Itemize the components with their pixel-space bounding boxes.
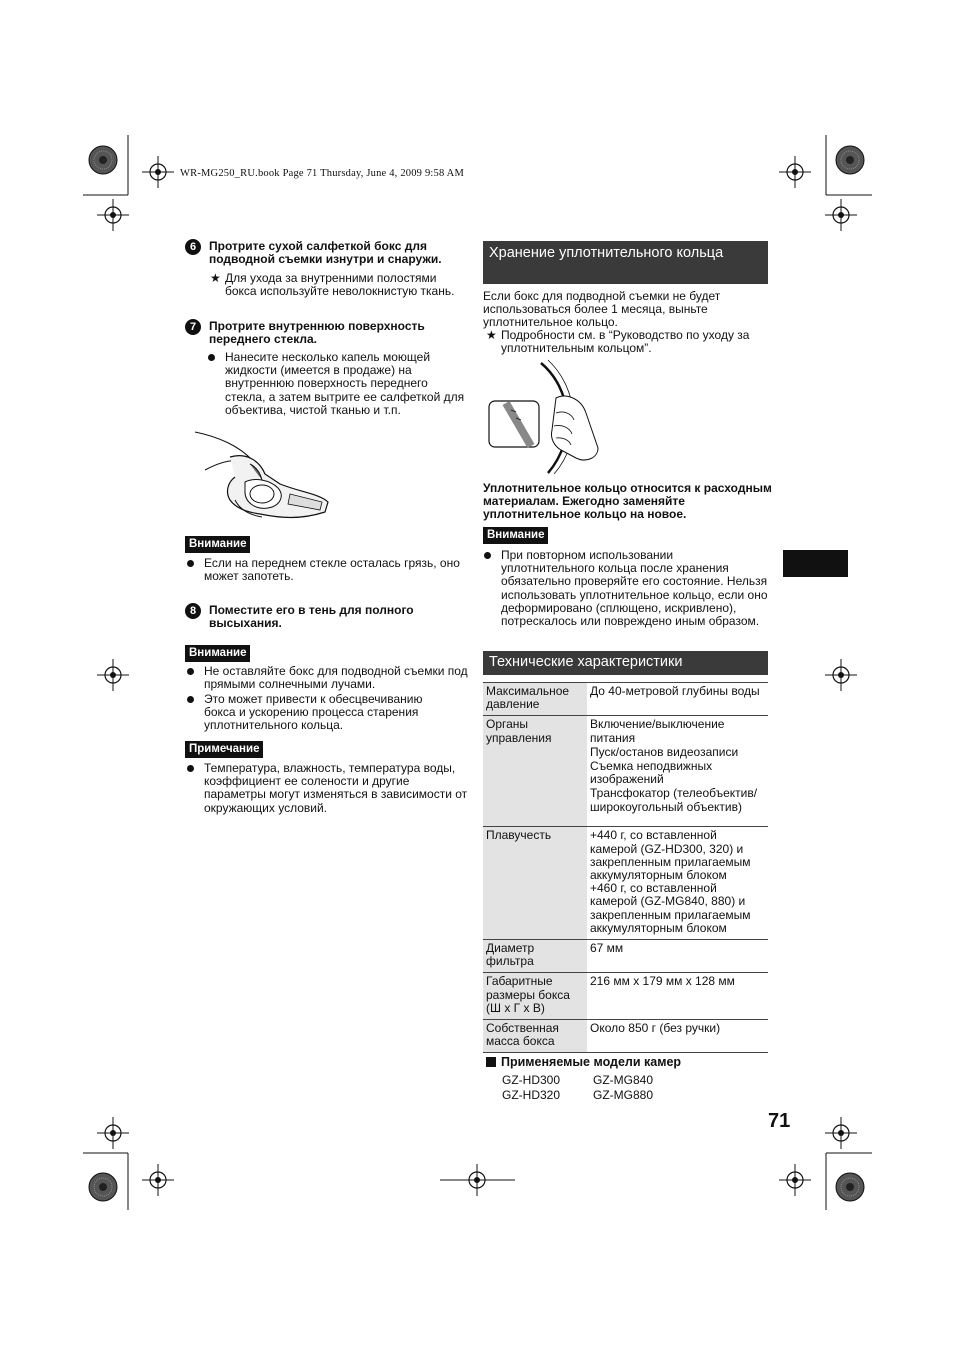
square-bullet-icon: [486, 1057, 496, 1067]
spec-key: Плавучесть: [483, 827, 587, 940]
table-row: [483, 827, 768, 940]
model-item: GZ-HD320: [502, 1088, 561, 1102]
spec-value: 67 мм: [587, 940, 768, 973]
caution-right-bullet: [501, 549, 769, 628]
step-8-text: Поместите его в тень для полного высыхания.: [209, 603, 414, 631]
models-heading: [486, 1055, 681, 1069]
spec-value: +440 г, со вставленной камерой (GZ-HD300, 320) и закрепленным прилагаемым аккумуляторным блоком +460 г, со вставленной камерой (GZ-MG840, 880) и закрепленным прилагаемым аккумуляторным блоком: [587, 827, 768, 940]
step-7: [189, 319, 459, 347]
model-item: GZ-MG880: [593, 1088, 654, 1102]
page-number: 71: [768, 1110, 791, 1132]
bullet-icon: [187, 696, 194, 703]
print-header: WR-MG250_RU.book Page 71 Thursday, June 4, 2009 9:58 AM: [180, 168, 464, 179]
models-col-1: [502, 1073, 560, 1103]
note-bullet: [204, 762, 469, 815]
spec-key: Габаритные размеры бокса (Ш х Г х В): [483, 973, 587, 1020]
step-8: [189, 603, 449, 631]
spec-key: Органы управления: [483, 716, 587, 827]
step-number-6: 6: [185, 239, 201, 255]
star-icon: ★: [210, 271, 221, 285]
caution-2-bullet-1: [204, 665, 469, 691]
step-7-text: Протрите внутреннюю поверхность переднего стекла.: [209, 319, 425, 347]
table-row: [483, 940, 768, 973]
step-6-text: Протрите сухой салфеткой бокс для подводной съемки изнутри и снаружи.: [209, 239, 442, 267]
caution-2-text-1: Не оставляйте бокс для подводной съемки под прямыми солнечными лучами.: [204, 664, 468, 692]
note-text: Температура, влажность, температура воды, коэффициент ее солености и другие параметры могут изменяться в зависимости от окружающих условий.: [204, 761, 468, 815]
spec-value: 216 мм х 179 мм х 128 мм: [587, 973, 768, 1020]
spec-value: До 40-метровой глубины воды: [587, 683, 768, 716]
storage-reference: [486, 328, 766, 356]
spec-value: Включение/выключение питания Пуск/останов видеозаписи Съемка неподвижных изображений Трансфокатор (телеобъектив/ широкоугольный объектив): [587, 716, 768, 827]
caution-label-1: Внимание: [185, 536, 250, 553]
model-item: GZ-HD300: [502, 1073, 561, 1087]
step-6: [189, 239, 469, 267]
table-row: [483, 1020, 768, 1053]
models-heading-text: Применяемые модели камер: [501, 1055, 682, 1069]
bullet-icon: [187, 668, 194, 675]
spec-key: Диаметр фильтра: [483, 940, 587, 973]
storage-intro: Если бокс для подводной съемки не будет использоваться более 1 месяца, выньте уплотнительное кольцо.: [483, 289, 721, 330]
spec-key: Максимальное давление: [483, 683, 587, 716]
caution-1-bullet: [204, 557, 464, 583]
bullet-icon: [208, 354, 215, 361]
specs-table: [483, 682, 768, 1053]
storage-reference-text: Подробности см. в “Руководство по уходу за уплотнительным кольцом”.: [501, 328, 750, 356]
step-7-bullet-text: Нанесите несколько капель моющей жидкости (имеется в продаже) на внутреннюю поверхность переднего стекла, а затем вытрите ее салфеткой для объектива, чистой тканью и т.п.: [225, 350, 465, 417]
caution-label-right: Внимание: [483, 527, 548, 544]
step-number-8: 8: [185, 603, 201, 619]
bullet-icon: [187, 765, 194, 772]
bullet-icon: [484, 552, 491, 559]
specs-section-title: Технические характеристики: [483, 651, 768, 675]
step-7-bullet: [225, 351, 470, 417]
step-6-note: [210, 271, 465, 299]
storage-section-title: Хранение уплотнительного кольца: [483, 241, 768, 284]
table-row: [483, 683, 768, 716]
caution-right-text: При повторном использовании уплотнительного кольца после хранения обязательно проверяйте его состояние. Нельзя использовать уплотнительное кольцо, если оно деформировано (сплющено, искривлено), потрескалось или повреждено иным образом.: [501, 548, 768, 629]
caution-label-2: Внимание: [185, 645, 250, 662]
section-thumb-tab: [783, 550, 848, 577]
bullet-icon: [187, 560, 194, 567]
step-6-note-text: Для ухода за внутренними полостями бокса используйте неволокнистую ткань.: [225, 271, 455, 299]
model-item: GZ-MG840: [593, 1073, 654, 1087]
table-row: [483, 716, 768, 827]
wiping-housing-illustration: [190, 422, 335, 522]
o-ring-illustration: [486, 358, 606, 476]
caution-2-text-2: Это может привести к обесцвечиванию бокса и ускорению процесса старения уплотнительного кольца.: [204, 692, 423, 733]
step-number-7: 7: [185, 319, 201, 335]
caution-1-text: Если на переднем стекле осталась грязь, оно может запотеть.: [204, 556, 460, 584]
table-row: [483, 973, 768, 1020]
storage-replacement-notice: Уплотнительное кольцо относится к расходным материалам. Ежегодно заменяйте уплотнительное кольцо на новое.: [483, 481, 772, 522]
spec-key: Собственная масса бокса: [483, 1020, 587, 1053]
spec-value: Около 850 г (без ручки): [587, 1020, 768, 1053]
models-col-2: [593, 1073, 653, 1103]
caution-2-bullet-2: [204, 693, 454, 733]
note-label: Примечание: [185, 741, 263, 758]
star-icon: ★: [486, 328, 497, 342]
